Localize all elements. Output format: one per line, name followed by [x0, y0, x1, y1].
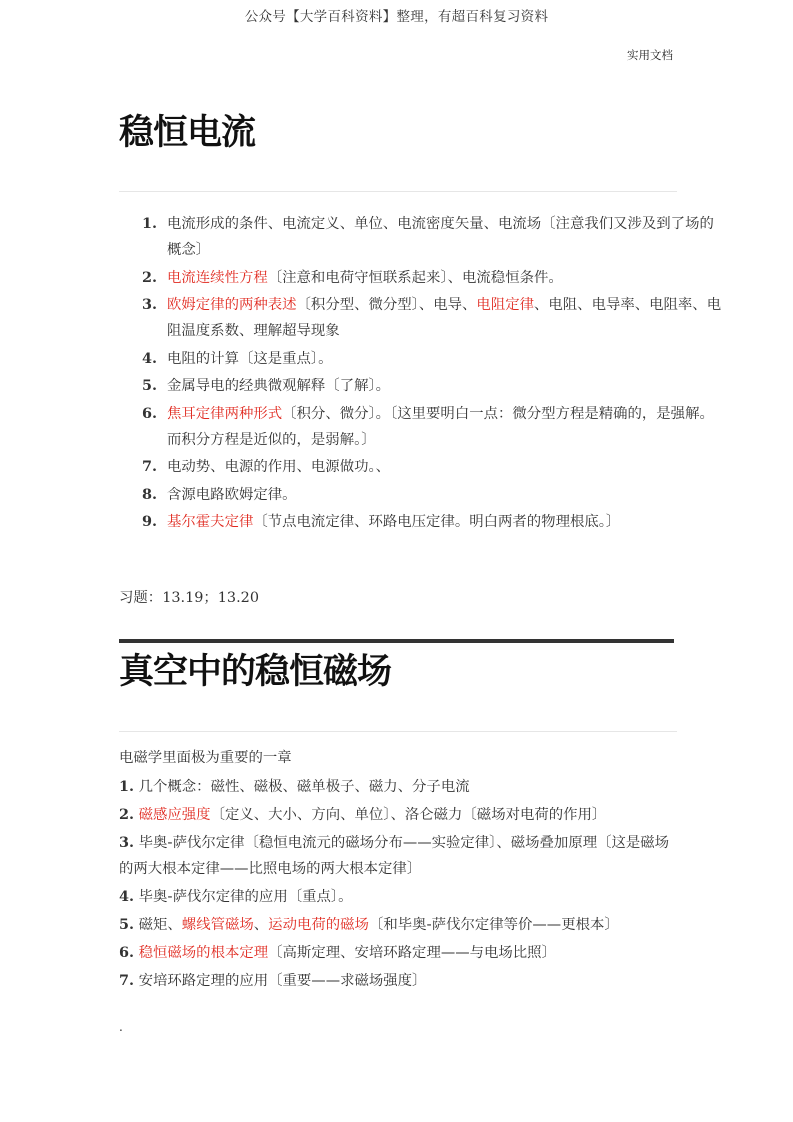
item-text: 、电阻、电导率、电阻率、电阻温度系数、理解超导现象 [167, 297, 722, 339]
list-item [142, 211, 727, 263]
item-text: 、 [253, 917, 269, 933]
document-type-label: 实用文档 [627, 48, 673, 62]
list-number: 6. [119, 944, 135, 961]
item-text: 含源电路欧姆定律。 [167, 486, 297, 503]
list-item [119, 774, 679, 800]
item-text: 〔和毕奥-萨伐尔定律等价——更根本〕 [368, 917, 619, 933]
list-item [119, 968, 679, 994]
list-number: 2. [119, 806, 135, 823]
list-number: 9. [142, 513, 158, 530]
item-text: 电流形成的条件、电流定义、单位、电流密度矢量、电流场〔注意我们又涉及到了场的概念〕 [167, 216, 714, 258]
key-term: 稳恒磁场的根本定理 [138, 945, 269, 961]
item-text: 〔定义、大小、方向、单位〕、洛仑磁力〔磁场对电荷的作用〕 [210, 807, 607, 823]
list-item [119, 940, 679, 966]
exercise-label: 习题： [119, 590, 163, 606]
item-text: 〔高斯定理、安培环路定理——与电场比照〕 [268, 945, 556, 961]
item-text: 毕奥-萨伐尔定律的应用〔重点〕。 [138, 889, 353, 905]
section-title-magnetostatics: 真空中的稳恒磁场 [119, 652, 392, 692]
list-number: 4. [119, 888, 135, 905]
list-item [119, 830, 679, 882]
item-text: 电动势、电源的作用、电源做功。、 [167, 459, 391, 475]
list-item [142, 482, 727, 508]
list-item [142, 265, 727, 291]
list-number: 7. [142, 458, 158, 475]
list-number: 1. [142, 215, 158, 232]
list-number: 3. [119, 834, 135, 851]
exercise-line [119, 586, 259, 610]
section-divider-thick [119, 639, 674, 643]
key-term: 电流连续性方程 [167, 269, 268, 286]
item-text: 〔节点电流定律、环路电压定律。明白两者的物理根底。〕 [253, 514, 621, 530]
list-number: 3. [142, 296, 158, 313]
list-item [119, 912, 679, 938]
item-text: 〔注意和电荷守恒联系起来〕、电流稳恒条件。 [267, 269, 563, 286]
list-number: 7. [119, 972, 135, 989]
list-number: 5. [142, 377, 158, 394]
item-text: 电阻的计算〔这是重点〕。 [167, 350, 333, 367]
exercise-numbers: 13.19；13.20 [162, 590, 259, 606]
item-text: 〔积分、微分〕。〔这里要明白一点：微分型方程是精确的，是强解。而积分方程是近似的，是弱解。〕 [167, 405, 714, 448]
list-item [142, 292, 727, 344]
list-item [142, 509, 727, 535]
list-number: 6. [142, 404, 158, 422]
key-term: 磁感应强度 [138, 807, 211, 823]
divider-light [119, 731, 677, 732]
list-number: 4. [142, 349, 158, 367]
item-text: 〔积分型、微分型〕、电导、 [296, 297, 477, 313]
key-term: 运动电荷的磁场 [268, 917, 369, 933]
list-number: 5. [119, 916, 135, 933]
steady-current-topic-list [119, 211, 727, 537]
item-text: 金属导电的经典微观解释〔了解〕。 [167, 378, 391, 394]
key-term: 基尔霍夫定律 [167, 514, 254, 530]
magnetostatics-topic-list [119, 774, 679, 996]
list-item [142, 346, 727, 372]
list-number: 1. [119, 778, 135, 795]
key-term: 欧姆定律的两种表述 [167, 297, 297, 313]
divider-light [119, 191, 677, 192]
list-number: 2. [142, 268, 158, 286]
section-intro: 电磁学里面极为重要的一章 [119, 750, 292, 766]
key-term: 电阻定律 [476, 297, 534, 313]
page-footer-dot: . [119, 1020, 123, 1034]
section-title-steady-current: 稳恒电流 [119, 113, 256, 153]
list-number: 8. [142, 485, 158, 503]
list-item [119, 884, 679, 910]
top-banner: 公众号【大学百科资料】整理，有超百科复习资料 [244, 9, 549, 25]
list-item [142, 454, 727, 480]
key-term: 螺线管磁场 [181, 917, 254, 933]
item-text: 几个概念：磁性、磁极、磁单极子、磁力、分子电流 [138, 779, 470, 795]
list-item [119, 802, 679, 828]
list-item [142, 373, 727, 399]
key-term: 焦耳定律两种形式 [167, 405, 283, 422]
item-text: 安培环路定理的应用〔重要——求磁场强度〕 [138, 973, 427, 989]
item-text: 毕奥-萨伐尔定律〔稳恒电流元的磁场分布——实验定律〕、磁场叠加原理〔这是磁场的两大根本定律——比照电场的两大根本定律〕 [119, 835, 670, 877]
item-text: 磁矩、 [138, 917, 182, 933]
list-item [142, 401, 727, 453]
